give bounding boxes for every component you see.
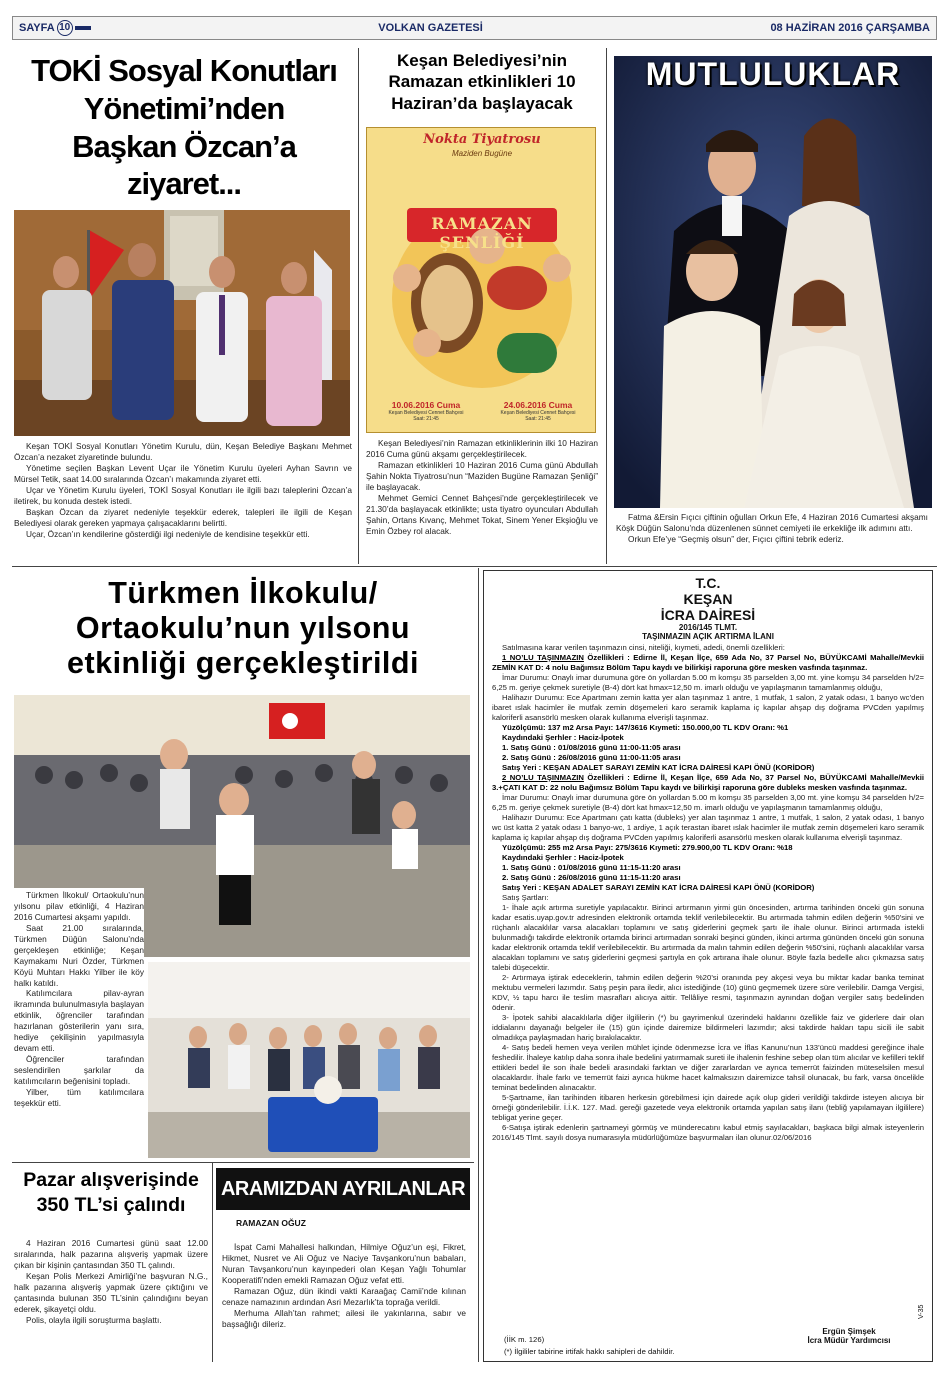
- ramazan-headline: [362, 50, 602, 114]
- aramizdan-paragraph: İspat Cami Mahallesi halkından, Hilmiye Oğuz’un eşi, Fikret, Hikmet, Nusret ve Ali Oğuz ve Naciye Tavşankoru’nun babaları, Nuran Tavşankoru’nun kayınpederi olan Keşan Yağlı Tohumlar Kooperatifi’nden emekli Ramazan Oğuz vefat etti.: [222, 1242, 466, 1285]
- toki-body: [14, 441, 352, 539]
- paper-name: VOLKAN GAZETESİ: [378, 22, 483, 34]
- ramazan-headline-line: Keşan Belediyesi’nin: [396, 51, 568, 70]
- ramazan-paragraph: Mehmet Gemici Cennet Bahçesi’nde gerçekleştirilecek ve 21.30’da başlayacak etkinlikte; usta tiyatro oyuncuları Abdullah Şahin, Ortans Kıvanç, Mehmet Tokat, Sinem Yener Ekşioğlu ve Emin Özbey rol alacak.: [366, 492, 598, 536]
- icra-dairesi: İCRA DAİRESİ: [660, 607, 756, 623]
- poster-date-block: [371, 400, 481, 422]
- turkmen-paragraph: Yilber, tüm katılımcılara teşekkür etti.: [14, 1086, 144, 1108]
- icra-sale-date: 2. Satış Günü : 26/08/2016 günü 11:00-11:05 arası: [502, 753, 681, 762]
- ramazan-paragraph: Keşan Belediyesi’nin Ramazan etkinliklerinin ilki 10 Haziran 2016 Cuma günü akşamı gerçekleştirilecek.: [366, 438, 598, 459]
- icra-condition: 2- Artırmaya iştirak edeceklerin, tahmin edilen değerin %20’si oranında pey akçesi veya bu miktar kadar banka teminat mektubu vermeleri lazımdır. Satış peşin para iledir, alıcı istediğinde (10) günü geçmemek üzere süre verilebilir. Damga Vergisi, KDV, ½ tapu harcı ile teslim masrafları alıcıya aittir. Tellâliye resmi, taşınmazın aynından doğan vergiler satış bedelinden ödenir.: [492, 973, 924, 1012]
- ramazan-headline-line: Ramazan etkinlikleri 10: [388, 72, 576, 92]
- poster-time: Saat: 21:45: [525, 416, 551, 422]
- toki-headline-line: TOKİ Sosyal Konutları: [31, 53, 337, 88]
- page-number-bar: [75, 26, 91, 30]
- turkmen-photo-guests: [148, 962, 470, 1158]
- icra-footnote: (*) İlgililer tabirine irtifak hakkı sahipleri de dahildir.: [504, 1347, 675, 1356]
- page-number: 10: [57, 20, 73, 36]
- column-rule: [212, 1162, 213, 1362]
- aramizdan-banner: [216, 1168, 470, 1210]
- icra-sign-name: Ergün Şimşek: [822, 1327, 876, 1336]
- poster-date: 10.06.2016 Cuma: [391, 400, 461, 410]
- icra-property-label: 2 NO’LU TAŞINMAZIN: [502, 773, 584, 782]
- turkmen-article: [14, 576, 472, 681]
- poster-date-block: [483, 400, 593, 422]
- turkmen-paragraph: Katılımcılara pilav-ayran ikramında bulunulmasıyla başlayan etkinlik, öğrenciler tarafından hazırlanan gösterilerin yanı sıra, hediye çekilişinin yapılmasıyla devam etti.: [14, 988, 144, 1054]
- mutluluklar-photo: [614, 56, 932, 508]
- poster-time: Saat: 21:45: [413, 416, 439, 422]
- section-rule: [12, 566, 937, 567]
- poster-place: Keşan Belediyesi Cennet Bahçesi: [500, 410, 576, 416]
- mutluluklar-paragraph: Fatma &Ersin Fıçıcı çiftinin oğulları Orkun Efe, 4 Haziran 2016 Cumartesi akşamı Köşk Düğün Salonu’nda düzenlenen sünnet cemiyeti ile erkekliğe ilk adımını attı.: [616, 512, 928, 533]
- icra-sale-date: 2. Satış Günü : 26/08/2016 günü 11:15-11:20 arası: [502, 873, 681, 882]
- icra-paragraph: Halihazır Durumu: Ece Apartmanı çatı katta (dubleks) yer alan taşınmaz 1 antre, 1 mutfak, 1 salon, 2 yatak odası, 1 banyo wc üst katta 2 yatak odası 1 banyo-wc, 1 ardiye, 1 açık terastan ibaret ıslak hacimler ile mutfak zemin döşemeleri karo seramik kaplama iç kapılar ahşap dış doğrama PVCden yapılmış kaloriferli asansörlü mesken olarak kullanıma elverişli taşınmaz.: [492, 813, 924, 842]
- column-rule: [478, 568, 479, 1362]
- sayfa-label: SAYFA: [19, 22, 55, 34]
- icra-file-no: 2016/145 TLMT.: [678, 623, 738, 632]
- issue-date: 08 HAZİRAN 2016 ÇARŞAMBA: [770, 22, 930, 34]
- icra-ref: (İİK m. 126): [504, 1335, 545, 1344]
- icra-condition: 5-Şartname, ilan tarihinden itibaren herkesin görebilmesi için dairede açık olup gideri verildiği takdirde isteyen alıcıya bir örneği gönderilebilir. İ.İ.K. 127. Mad. gereği gazetede veya elektronik ortamda yapılan satış ilanı (tebliğ yapılamayan ilgililere) tebligat yerine geçer.: [492, 1093, 924, 1122]
- toki-photo: [14, 210, 350, 436]
- icra-paragraph: İmar Durumu: Onaylı imar durumuna göre ön yollardan 5.00 m komşu 35 parselden 3,00 mt. yine komşu 34 parselden h/2= 6,25 m. geriye çekmek suretiyle (B-4) dört kat hmax=12,50 m. imarlı olduğu ve yapılaşmanın tamamlanmış olduğu,: [492, 793, 924, 812]
- ramazan-paragraph: Ramazan etkinlikleri 10 Haziran 2016 Cuma günü Abdullah Şahin Nokta Tiyatrosu’nun “Maziden Bugüne Ramazan Şenliği” ile başlayacak.: [366, 459, 598, 492]
- icra-condition: 1- İhale açık artırma suretiyle yapılacaktır. Birinci artırmanın yirmi gün öncesinden, artırma tarihinden önceki gün sonuna kadar esatis.uyap.gov.tr adresinden elektronik ortamda teklif verilebilecektir. Bu artırmada tahmin edilen değerin %50’sini ve rüçhanlı alacaklılar varsa alacakları toplamını ve satış giderlerini geçmek şartı ile ihale olunur. Birinci artırmada istekli bulunmadığı takdirde elektronik ortamda birinci artırmadan sonraki beşinci günden, ikinci artırma gününden önceki gün sonuna kadar elektronik ortamda teklif verilebilecektir. Bu artırmada da malın tahmin edilen değerin %50’sini, rüçhanlı alacaklılar varsa alacakları toplamını ve satış giderlerini geçmesi şartıyla en çok artırana ihale olunur. Böyle fazla bedelle alıcı çıkmazsa satış talebi düşecektir.: [492, 903, 924, 972]
- deceased-name: RAMAZAN OĞUZ: [236, 1218, 306, 1228]
- mutluluklar-paragraph: Orkun Efe’ye “Geçmiş olsun” der, Fıçıcı çiftini tebrik ederiz.: [628, 533, 844, 544]
- icra-conditions-title: Satış Şartları:: [502, 893, 549, 902]
- icra-condition: 4- Satış bedeli hemen veya verilen mühlet içinde ödenmezse İcra ve İflas Kanunu’nun 133’üncü maddesi gereğince ihale feshedilir. İhaleye katılıp daha sonra ihale bedelini yatırmamak sureti ile ihalenin feshine sebep olan tüm alıcılar ve kefilleri teklif ettikleri bedel ile son ihale bedeli arasındaki farktan ve diğer zararlardan ve ayrıca temerrüt faizinden müteselsilen mesul olacaklardır. İhale farkı ve temerrüt faizi ayrıca hükme hacet kalmaksızın dairemizce tahsil olunacak, bu fark, varsa öncelikle teminat bedelinden alınacaktır.: [492, 1043, 925, 1092]
- icra-sign-title: İcra Müdür Yardımcısı: [807, 1336, 891, 1345]
- aramizdan-paragraph: Merhuma Allah’tan rahmet; ailesi ile yakınlarına, sabır ve başsağlığı dileriz.: [222, 1307, 466, 1329]
- icra-property-desc: Özellikleri : Edirne İl, Keşan İlçe, 659 Ada No, 37 Parsel No, BÜYÜKCAMİ Mahalle/Mevkii 3.+ÇATI KAT D: 22 nolu Bağımsız Bölüm Tapu kaydı ve bilirkişi raporuna göre dubleks mesken vasfında taşınmaz.: [492, 773, 924, 792]
- icra-property-desc: Özellikleri : Edirne İl, Keşan İlçe, 659 Ada No, 37 Parsel No, BÜYÜKCAMİ Mahalle/Mevkii ZEMİN KAT D: 4 nolu Bağımsız Bölüm Tapu kaydı ve bilirkişi raporuna göre mesken vasfında taşınmaz.: [492, 653, 924, 672]
- toki-paragraph: Keşan TOKİ Sosyal Konutları Yönetim Kurulu, dün, Keşan Belediye Başkanı Mehmet Özcan’a nezaket ziyaretinde bulundu.: [14, 441, 352, 462]
- ramazan-poster: [366, 127, 596, 433]
- turkmen-headline: [14, 576, 472, 681]
- pazar-article: [14, 1168, 208, 1219]
- toki-paragraph: Başkan Özcan da ziyaret nedeniyle teşekkür ederek, talepleri ile ilgili de Keşan Belediyesi olarak gereken yapmaya çalışacaklarını belirtti.: [14, 506, 352, 528]
- toki-headline-line: Yönetimi’nden: [83, 90, 285, 126]
- pazar-headline: [14, 1168, 208, 1219]
- ramazan-article: [362, 50, 602, 114]
- aramizdan-paragraph: Ramazan Oğuz, dün ikindi vakti Karaağaç Camii’nde kılınan cenaze namazının ardından Asri Mezarlık’ta toprağa verildi.: [222, 1285, 466, 1307]
- mutluluklar-body: [616, 512, 928, 545]
- pazar-headline-line: Pazar alışverişinde: [23, 1169, 199, 1191]
- turkmen-body: [14, 888, 144, 1109]
- poster-place: Keşan Belediyesi Cennet Bahçesi: [388, 410, 464, 416]
- pazar-paragraph: Keşan Polis Merkezi Amirliği’ne başvuran N.G., halk pazarına alışveriş yapmak üzere çıktığını ve çantasında bulunan 350 TL’sinin çalındığını beyan ederek, şikayetçi oldu.: [14, 1270, 208, 1314]
- icra-sale-date: 1. Satış Günü : 01/08/2016 günü 11:00-11:05 arası: [502, 743, 681, 752]
- icra-ilan-title: TAŞINMAZIN AÇIK ARTIRMA İLANI: [642, 632, 774, 641]
- poster-subtitle: Maziden Bugüne: [451, 149, 513, 158]
- icra-heading: [484, 571, 932, 641]
- icra-sale-place: Satış Yeri : KEŞAN ADALET SARAYI ZEMİN KAT İCRA DAİRESİ KAPI ÖNÜ (KORİDOR): [502, 883, 815, 892]
- section-rule: [12, 1162, 474, 1163]
- page-header: [12, 16, 937, 40]
- icra-condition: 3- İpotek sahibi alacaklılarla diğer ilgililerin (*) bu gayrimenkul üzerindeki haklarını özellikle faiz ve giderlere dair olan iddialarını dayanağı belgeler ile (15) gün içinde dairemize bildirmeleri lazımdır; aksi takdirde hakları tapu sicili ile sabit olmadıkça paylaşmadan hariç bırakılacaktır.: [492, 1013, 924, 1042]
- icra-value-line: Kaydındaki Şerhler : Haciz-İpotek: [502, 733, 624, 742]
- mutluluklar-headline: MUTLULUKLAR: [645, 56, 901, 92]
- toki-article: [14, 52, 354, 203]
- icra-sale-place: Satış Yeri : KEŞAN ADALET SARAYI ZEMİN KAT İCRA DAİRESİ KAPI ÖNÜ (KORİDOR): [502, 763, 815, 772]
- icra-paragraph: Halihazır Durumu: Ece Apartmanı zemin katta yer alan taşınmaz 1 antre, 1 mutfak, 1 salon, 2 yatak odası, 1 banyo wc’den ibaret ıslak hacimler ile mutfak zemin döşemeleri karo seramik kaplama iç kapılar ahşap dış doğrama PVCden yapılmış kaloriferli asansörlü mesken olarak kullanıma elverişli taşınmaz.: [492, 693, 924, 722]
- pazar-paragraph: Polis, olayla ilgili soruşturma başlattı.: [26, 1314, 162, 1325]
- toki-paragraph: Yönetime seçilen Başkan Levent Uçar ile Yönetim Kurulu üyeleri Ayhan Savrın ve Mürsel Tetik, saat 14.00 sıralarında Özcan’ı makamında ziyaret etti.: [14, 462, 352, 484]
- poster-troupe: Nokta Tiyatrosu: [423, 132, 541, 147]
- icra-kesan: KEŞAN: [683, 591, 733, 607]
- poster-title: RAMAZAN ŞENLİĞİ: [431, 214, 533, 252]
- turkmen-headline-line: Ortaokulu’nun yılsonu: [75, 611, 411, 646]
- column-rule: [606, 48, 607, 564]
- turkmen-paragraph: Öğrenciler tarafından seslendirilen şarkılar da katılımcıların beğenisini topladı.: [14, 1054, 144, 1086]
- turkmen-headline-line: Türkmen İlkokulu/: [108, 576, 378, 610]
- icra-tc: T.C.: [695, 575, 721, 591]
- icra-sale-date: 1. Satış Günü : 01/08/2016 günü 11:15-11:20 arası: [502, 863, 681, 872]
- turkmen-paragraph: Saat 21.00 sıralarında, Türkmen Düğün Salonu’nda gerçekleşen etkinliğe; Keşan Kaymakamı Nuri Özder, Türkmen Köyü Muhtarı Hakkı Yilber ile köy halkı katıldı.: [14, 922, 144, 988]
- icra-notice: [483, 570, 933, 1362]
- turkmen-headline-line: etkinliği gerçekleştirildi: [66, 646, 419, 681]
- icra-paragraph: İmar Durumu: Onaylı imar durumuna göre ön yollardan 5.00 m komşu 35 parselden 3,00 mt. yine komşu 34 parselden h/2= 6,25 m. geriye çekmek suretiyle (B-4) dört kat hmax=12,50 m. imarlı olduğu ve yapılaşmanın tamamlanmış olduğu,: [492, 673, 924, 692]
- aramizdan-headline: ARAMIZDAN AYRILANLAR: [220, 1177, 466, 1200]
- turkmen-paragraph: Türkmen İlkokul/ Ortaokulu’nun yılsonu pilav etkinliği, 4 Haziran 2016 Cumartesi akşamı yapıldı.: [14, 890, 144, 922]
- aramizdan-body: [222, 1242, 466, 1330]
- pazar-headline-line: 350 TL’si çalındı: [36, 1194, 186, 1217]
- icra-value-line: Yüzölçümü: 255 m2 Arsa Payı: 275/3616 Kıymeti: 279.900,00 TL KDV Oranı: %18: [502, 843, 793, 852]
- icra-signature: [784, 1327, 914, 1345]
- toki-paragraph: Uçar ve Yönetim Kurulu üyeleri, TOKİ Sosyal Konutları ile ilgili bazı taleplerini Özcan’a iletirek, bu konuda destek istedi.: [14, 484, 352, 506]
- page-number-block: [19, 20, 91, 36]
- toki-headline-line: Başkan Özcan’a ziyaret...: [72, 128, 296, 202]
- ramazan-body: [366, 438, 598, 536]
- icra-value-line: Kaydındaki Şerhler : Haciz-İpotek: [502, 853, 624, 862]
- toki-paragraph: Uçar, Özcan’ın kendilerine gösterdiği ilgi nedeniyle de kendisine teşekkür etti.: [26, 528, 310, 539]
- icra-body: [484, 641, 932, 1143]
- icra-condition: 6-Satışa iştirak edenlerin şartnameyi görmüş ve münderecatını kabul etmiş sayılacakları, başkaca bilgi almak isteyenlerin 2016/145 Tlmt. sayılı dosya numarasıyla müdürlüğümüze başvurmaları ilan olunur.02/06/2016: [492, 1123, 924, 1142]
- pazar-paragraph: 4 Haziran 2016 Cumartesi günü saat 12.00 sıralarında, halk pazarına alışveriş yapmak üzere çıkan bir kişinin çantasından 350 TL çalındı.: [14, 1238, 208, 1270]
- ramazan-headline-line: Haziran’da başlayacak: [391, 93, 573, 113]
- icra-value-line: Yüzölçümü: 137 m2 Arsa Payı: 147/3616 Kıymeti: 150.000,00 TL KDV Oranı: %1: [502, 723, 789, 732]
- poster-date: 24.06.2016 Cuma: [503, 400, 573, 410]
- pazar-body: [14, 1238, 208, 1326]
- column-rule: [358, 48, 359, 564]
- toki-headline: [14, 52, 354, 203]
- icra-side-code: V-35: [918, 1304, 925, 1319]
- icra-property-label: 1 NO’LU TAŞINMAZIN: [502, 653, 584, 662]
- icra-paragraph: Satılmasına karar verilen taşınmazın cinsi, niteliği, kıymeti, adedi, önemli özellikleri:: [502, 643, 785, 652]
